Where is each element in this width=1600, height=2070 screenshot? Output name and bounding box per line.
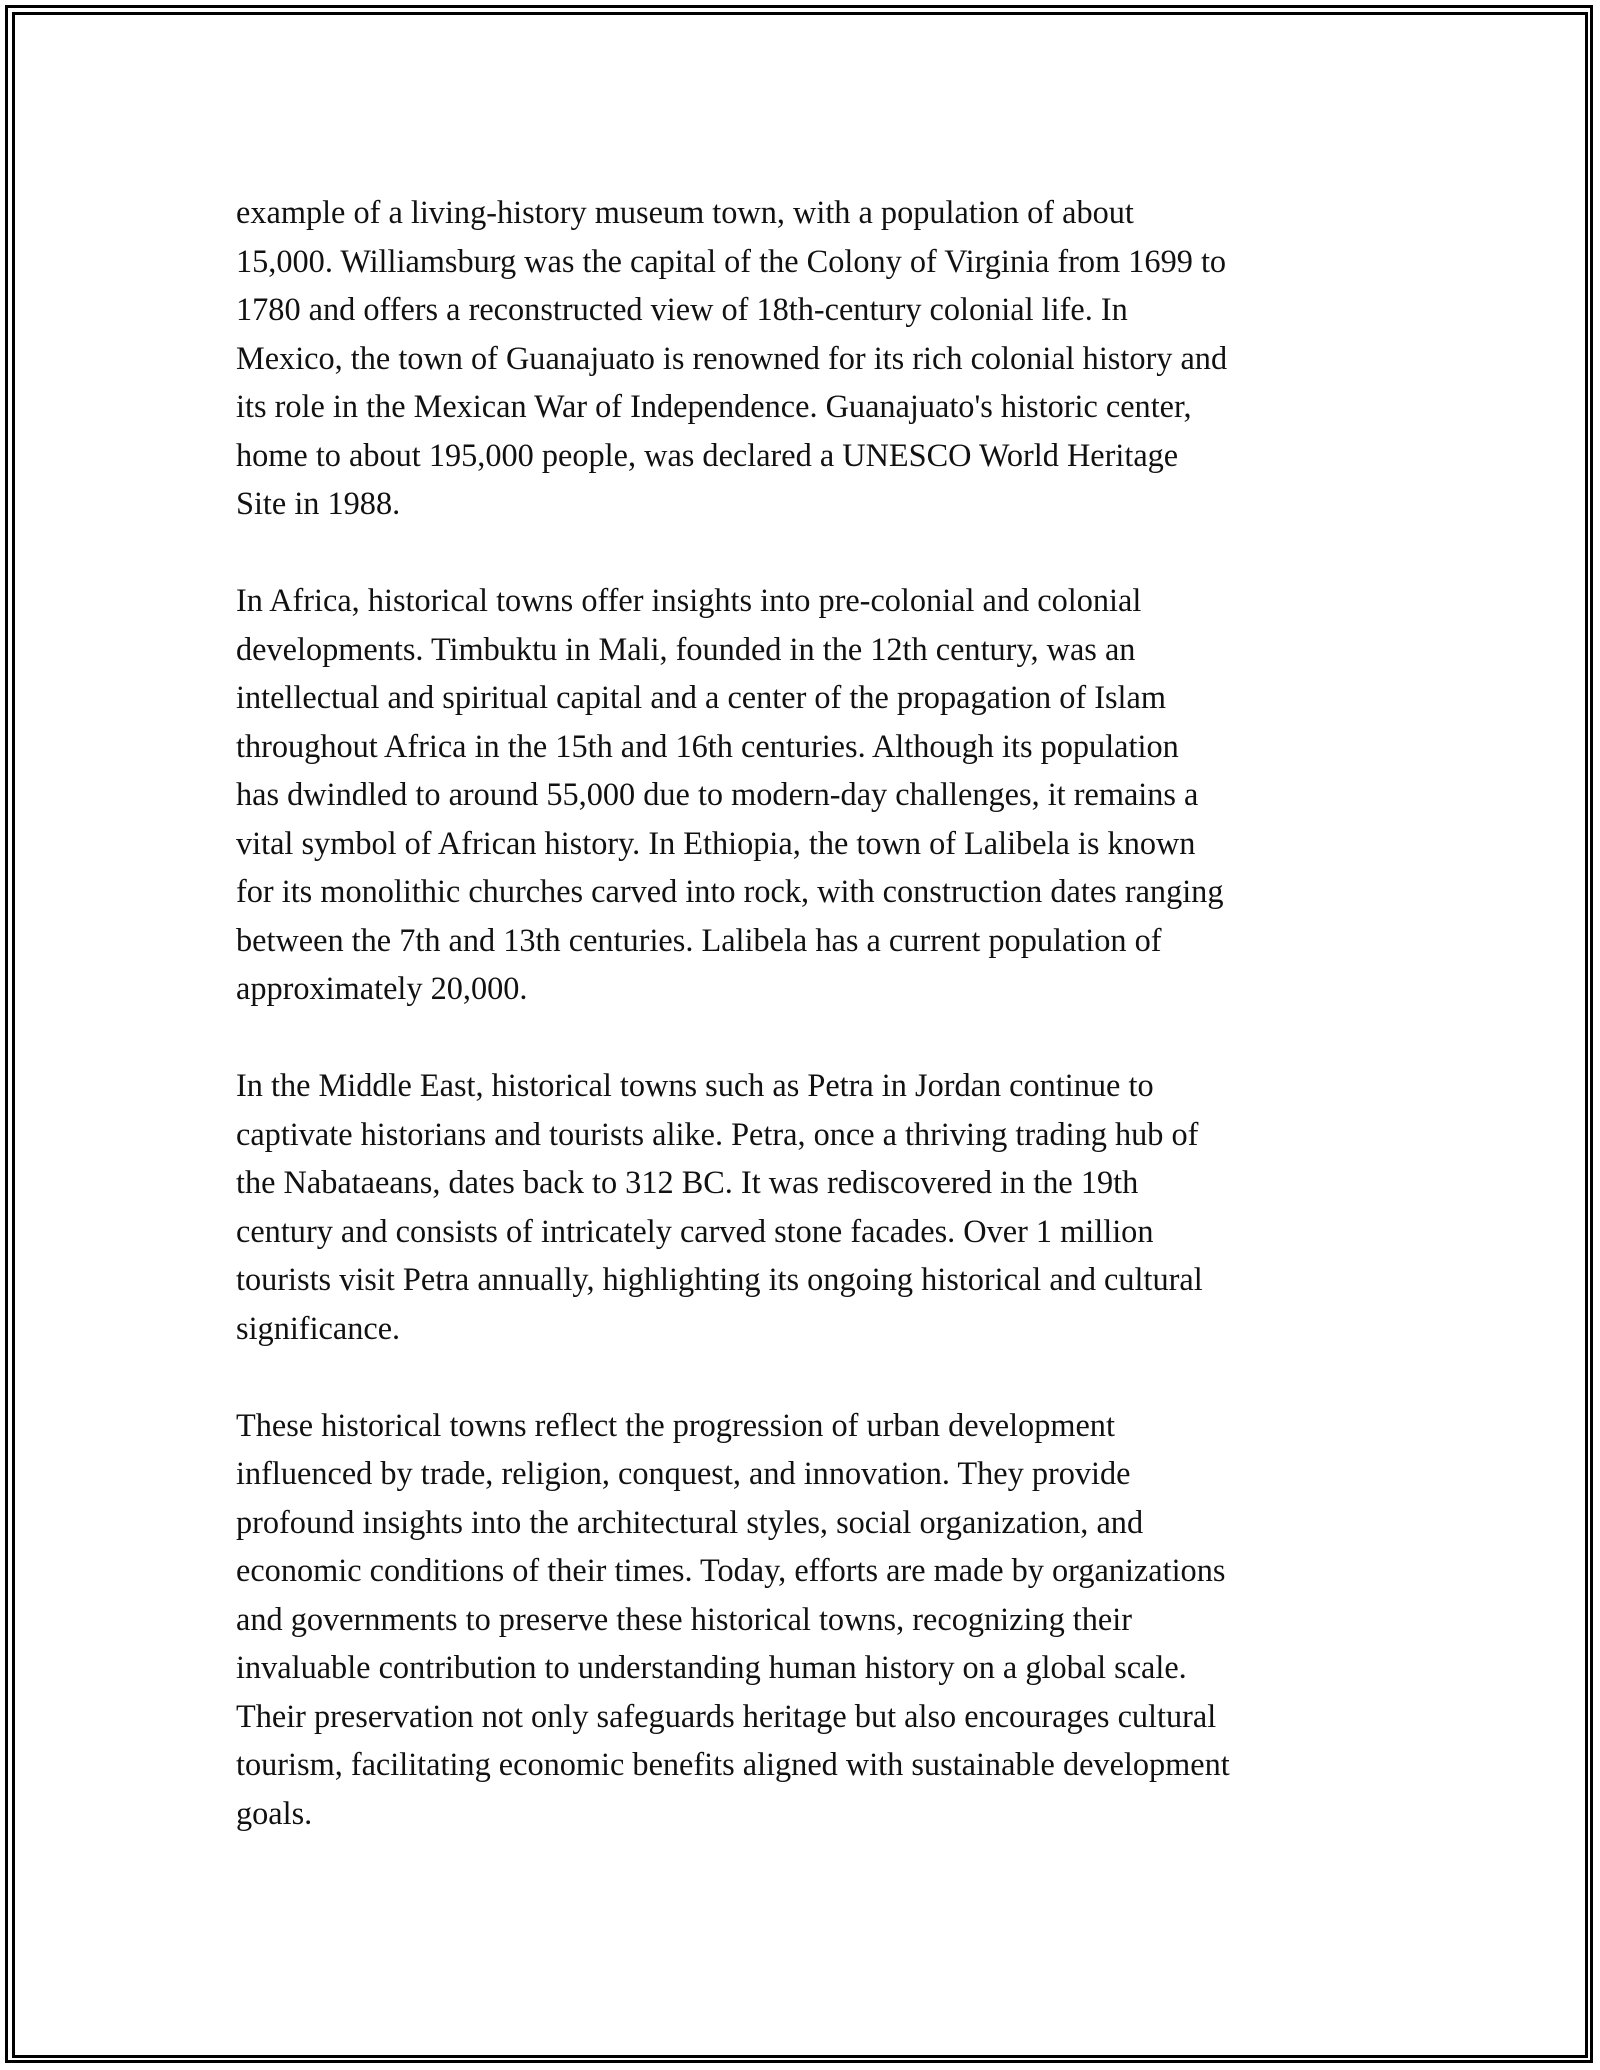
paragraph-williamsburg-guanajuato xyxy=(236,188,1376,528)
text-line: tourism, facilitating economic benefits aligned with sustainable development xyxy=(236,1746,1230,1782)
text-line: Site in 1988. xyxy=(236,485,401,521)
text-line: 15,000. Williamsburg was the capital of the Colony of Virginia from 1699 to xyxy=(236,242,1227,279)
text-line: home to about 195,000 people, was declared a UNESCO World Heritage xyxy=(236,436,1179,473)
text-line: and governments to preserve these historical towns, recognizing their xyxy=(236,1600,1132,1637)
text-line: its role in the Mexican War of Independence. Guanajuato's historic center, xyxy=(236,388,1192,424)
text-line: for its monolithic churches carved into rock, with construction dates ranging xyxy=(236,873,1224,909)
text-line: profound insights into the architectural styles, social organization, and xyxy=(236,1503,1144,1540)
text-line: invaluable contribution to understanding human history on a global scale. xyxy=(236,1649,1187,1685)
text-line: developments. Timbuktu in Mali, founded in the 12th century, was an xyxy=(236,630,1136,667)
text-line: example of a living-history museum town, with a population of about xyxy=(236,194,1134,230)
text-line: approximately 20,000. xyxy=(236,970,528,1006)
document-body xyxy=(236,188,1376,1886)
text-line: goals. xyxy=(236,1794,313,1831)
text-line: These historical towns reflect the progression of urban development xyxy=(236,1406,1115,1443)
text-line: In Africa, historical towns offer insights into pre-colonial and colonial xyxy=(236,582,1142,618)
text-line: throughout Africa in the 15th and 16th centuries. Although its population xyxy=(236,727,1179,764)
text-line: captivate historians and tourists alike. Petra, once a thriving trading hub of xyxy=(236,1115,1199,1152)
text-line: In the Middle East, historical towns such as Petra in Jordan continue to xyxy=(236,1067,1154,1103)
text-line: economic conditions of their times. Today, efforts are made by organizations xyxy=(236,1552,1226,1588)
text-line: significance. xyxy=(236,1309,401,1346)
text-line: between the 7th and 13th centuries. Lalibela has a current population of xyxy=(236,921,1162,958)
paragraph-africa xyxy=(236,576,1376,1013)
text-line: Their preservation not only safeguards heritage but also encourages cultural xyxy=(236,1697,1217,1734)
text-line: influenced by trade, religion, conquest, and innovation. They provide xyxy=(236,1455,1131,1491)
text-line: has dwindled to around 55,000 due to modern-day challenges, it remains a xyxy=(236,776,1199,812)
text-line: the Nabataeans, dates back to 312 BC. It was rediscovered in the 19th xyxy=(236,1164,1139,1200)
text-line: intellectual and spiritual capital and a center of the propagation of Islam xyxy=(236,679,1166,715)
text-line: 1780 and offers a reconstructed view of 18th-century colonial life. In xyxy=(236,291,1128,327)
text-line: century and consists of intricately carved stone facades. Over 1 million xyxy=(236,1212,1154,1249)
text-line: tourists visit Petra annually, highlighting its ongoing historical and cultural xyxy=(236,1261,1203,1297)
text-line: Mexico, the town of Guanajuato is renowned for its rich colonial history and xyxy=(236,339,1228,376)
paragraph-middle-east xyxy=(236,1061,1376,1352)
paragraph-conclusion xyxy=(236,1401,1376,1838)
text-line: vital symbol of African history. In Ethiopia, the town of Lalibela is known xyxy=(236,824,1196,861)
